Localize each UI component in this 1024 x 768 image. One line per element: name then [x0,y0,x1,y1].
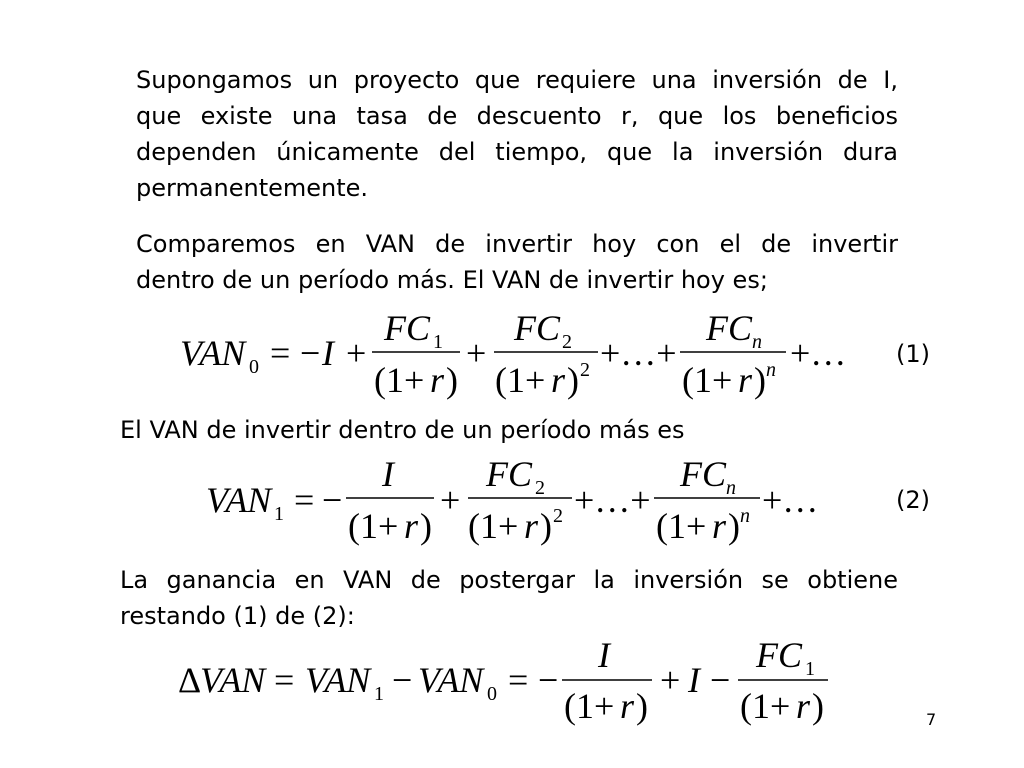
svg-text:FC: FC [514,308,561,348]
svg-text:): ) [812,686,824,726]
svg-text:2: 2 [535,477,545,499]
svg-text:(1+: (1+ [468,506,519,546]
svg-text:VAN: VAN [206,480,272,520]
svg-text:(1+: (1+ [495,360,546,400]
paragraph-line: Supongamos un proyecto que requiere una inversión de I, [136,66,898,94]
svg-text:VAN: VAN [305,660,371,700]
svg-text:r: r [524,506,539,546]
svg-text:+…+: +…+ [574,480,651,520]
svg-text:0: 0 [487,683,497,705]
paragraph-line: permanentemente. [136,174,369,202]
svg-text:(1+: (1+ [682,360,733,400]
paragraph-line: dentro de un período más. El VAN de invertir hoy es; [136,266,768,294]
svg-text:(1+: (1+ [348,506,399,546]
equation-number-2: (2) [896,486,930,514]
svg-text:r: r [551,360,566,400]
svg-text:+…+: +…+ [600,333,677,373]
svg-text:1: 1 [433,331,443,353]
svg-text:n: n [740,505,750,527]
svg-text:FC: FC [680,454,727,494]
svg-text:−: − [392,660,413,700]
svg-text:): ) [540,506,552,546]
svg-text:1: 1 [374,683,384,705]
svg-text:+: + [660,660,681,700]
paragraph-line: dependen únicamente del tiempo, que la inversión dura [136,138,898,166]
svg-text:−: − [322,480,343,520]
svg-text:+: + [346,333,367,373]
paragraph-line: que existe una tasa de descuento r, que los beneficios [136,102,898,130]
equation-delta-van [178,635,828,726]
svg-text:VAN: VAN [200,660,266,700]
svg-text:r: r [620,686,635,726]
svg-text:1: 1 [274,503,284,525]
equation-van0 [180,308,846,400]
svg-text:=: = [270,333,291,373]
paragraph-line: restando (1) de (2): [120,602,355,630]
paragraph-line: Comparemos en VAN de invertir hoy con el de invertir [136,230,898,258]
svg-text:): ) [728,506,740,546]
svg-text:−: − [710,660,731,700]
svg-text:FC: FC [706,308,753,348]
svg-text:+…: +… [762,480,819,520]
paragraph-line: El VAN de invertir dentro de un período más es [120,416,685,444]
svg-text:FC: FC [384,308,431,348]
svg-text:2: 2 [553,505,563,527]
svg-text:−: − [538,660,559,700]
svg-text:n: n [766,359,776,381]
svg-text:Δ: Δ [178,660,202,700]
svg-text:+: + [440,480,461,520]
svg-text:I: I [598,635,610,675]
svg-text:n: n [726,477,736,499]
svg-text:r: r [738,360,753,400]
svg-text:−: − [300,333,321,373]
svg-text:=: = [274,660,295,700]
svg-text:=: = [508,660,529,700]
svg-text:2: 2 [562,331,572,353]
svg-text:1: 1 [805,658,815,680]
svg-text:): ) [446,360,458,400]
svg-text:): ) [567,360,579,400]
svg-text:r: r [712,506,727,546]
svg-text:): ) [420,506,432,546]
svg-text:FC: FC [486,454,533,494]
svg-text:FC: FC [756,635,803,675]
svg-text:I: I [322,333,334,373]
svg-text:2: 2 [580,359,590,381]
svg-text:=: = [294,480,315,520]
svg-text:): ) [636,686,648,726]
svg-text:): ) [754,360,766,400]
svg-text:r: r [796,686,811,726]
paragraph-line: La ganancia en VAN de postergar la inversión se obtiene [120,566,898,594]
svg-text:+: + [466,333,487,373]
svg-text:+…: +… [790,333,847,373]
page-number: 7 [926,710,937,729]
svg-text:n: n [752,331,762,353]
equation-van1 [206,454,818,546]
svg-text:(1+: (1+ [374,360,425,400]
svg-text:(1+: (1+ [564,686,615,726]
svg-text:(1+: (1+ [740,686,791,726]
svg-text:I: I [688,660,700,700]
svg-text:VAN: VAN [180,333,246,373]
svg-text:(1+: (1+ [656,506,707,546]
svg-text:0: 0 [249,356,259,378]
svg-text:VAN: VAN [418,660,484,700]
svg-text:r: r [404,506,419,546]
svg-text:I: I [382,454,394,494]
svg-text:r: r [430,360,445,400]
equation-number-1: (1) [896,340,930,368]
